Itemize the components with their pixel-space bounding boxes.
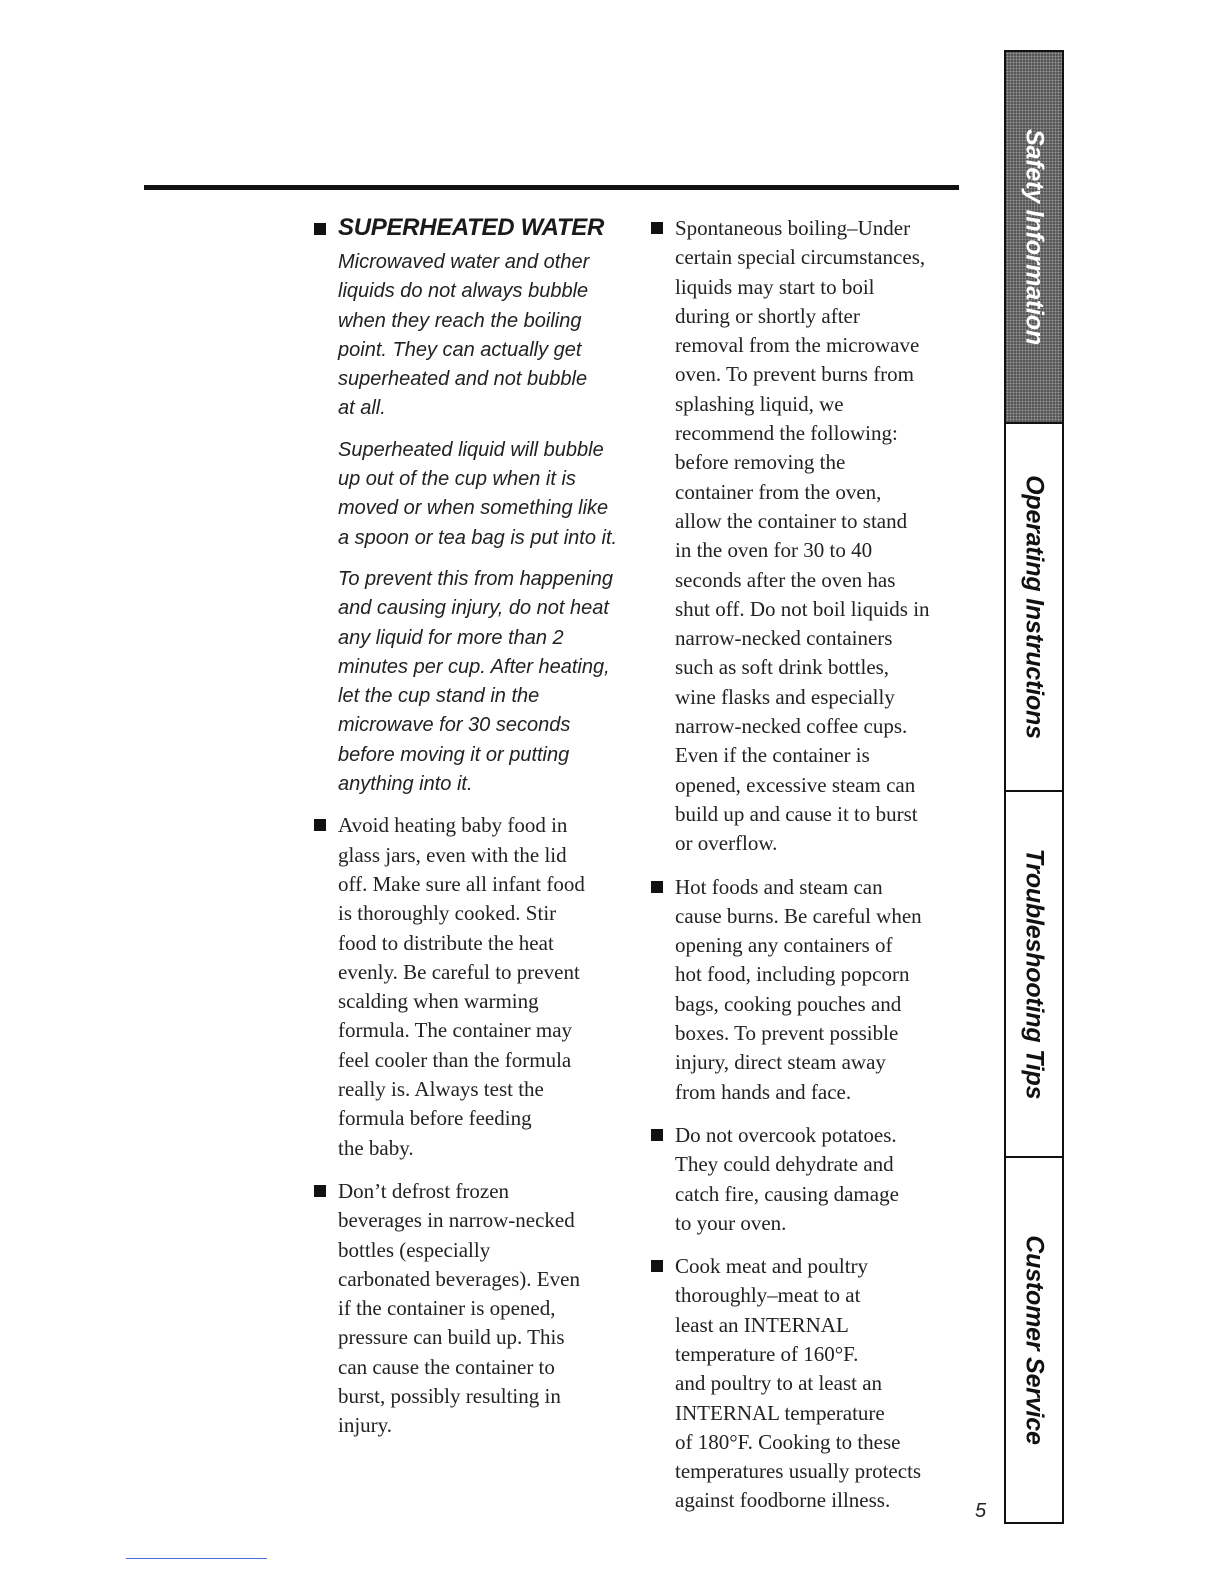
- text-line: Do not overcook potatoes.: [675, 1122, 897, 1147]
- bullet-item: [651, 1252, 969, 1516]
- text-line: removal from the microwave: [675, 333, 920, 358]
- text-line: liquids do not always bubble: [338, 280, 589, 303]
- text-line: up out of the cup when it is: [338, 468, 576, 491]
- text-line: off. Make sure all infant food: [338, 871, 585, 896]
- text-line: and poultry to at least an: [675, 1371, 883, 1396]
- text-line: really is. Always test the: [338, 1077, 544, 1102]
- text-line: moved or when something like: [338, 497, 609, 520]
- text-line: seconds after the oven has: [675, 567, 896, 592]
- text-line: superheated and not bubble: [338, 368, 588, 391]
- bullet-square-icon: [651, 222, 663, 234]
- text-line: injury.: [338, 1413, 393, 1438]
- text-line: of 180°F. Cooking to these: [675, 1429, 901, 1454]
- text-line: beverages in narrow-necked: [338, 1208, 575, 1233]
- text-line: during or shortly after: [675, 303, 860, 328]
- text-line: food to distribute the heat: [338, 930, 554, 955]
- text-line: is thoroughly cooked. Stir: [338, 901, 557, 926]
- text-line: anything into it.: [338, 773, 473, 796]
- bullet-square-icon: [651, 1129, 663, 1141]
- text-line: any liquid for more than 2: [338, 626, 564, 649]
- text-line: Spontaneous boiling–Under: [675, 216, 911, 240]
- text-line: injury, direct steam away: [675, 1050, 886, 1075]
- text-line: Cook meat and poultry: [675, 1254, 869, 1279]
- text-line: splashing liquid, we: [675, 391, 844, 416]
- text-line: point. They can actually get: [338, 338, 582, 361]
- text-line: least an INTERNAL: [675, 1312, 849, 1337]
- text-line: formula before feeding: [338, 1106, 532, 1131]
- superheated-paragraph: [338, 248, 624, 424]
- text-line: feel cooler than the formula: [338, 1047, 572, 1072]
- text-line: Microwaved water and other: [338, 251, 590, 273]
- superheated-paragraph: [338, 436, 624, 553]
- text-line: They could dehydrate and: [675, 1152, 894, 1177]
- bullet-item: [314, 1177, 624, 1441]
- text-line: or overflow.: [675, 831, 778, 856]
- text-line: in the oven for 30 to 40: [675, 538, 873, 563]
- text-line: opening any containers of: [675, 933, 893, 958]
- right-column: [651, 214, 969, 1530]
- text-line: can cause the container to: [338, 1354, 555, 1379]
- text-line: oven. To prevent burns from: [675, 362, 915, 387]
- bullet-item: [651, 1121, 969, 1238]
- text-line: minutes per cup. After heating,: [338, 655, 610, 678]
- tab-operating-instructions[interactable]: [1006, 424, 1062, 792]
- text-line: a spoon or tea bag is put into it.: [338, 526, 618, 549]
- text-line: at all.: [338, 397, 386, 420]
- text-line: wine flasks and especially: [675, 684, 895, 709]
- tab-label: Customer Service: [1020, 1235, 1049, 1445]
- tab-customer-service[interactable]: [1006, 1158, 1062, 1522]
- text-line: Avoid heating baby food in: [338, 813, 568, 838]
- text-line: To prevent this from happening: [338, 567, 613, 590]
- top-rule: [144, 185, 959, 190]
- text-line: certain special circumstances,: [675, 245, 926, 270]
- text-line: Even if the container is: [675, 743, 870, 768]
- page-number: 5: [975, 1500, 987, 1522]
- text-line: carbonated beverages). Even: [338, 1266, 580, 1291]
- text-line: glass jars, even with the lid: [338, 842, 567, 867]
- text-line: hot food, including popcorn: [675, 962, 910, 987]
- text-line: narrow-necked coffee cups.: [675, 714, 908, 739]
- text-line: shut off. Do not boil liquids in: [675, 596, 930, 621]
- text-line: scalding when warming: [338, 989, 539, 1014]
- text-line: Don’t defrost frozen: [338, 1178, 510, 1203]
- bullet-square-icon: [314, 223, 326, 235]
- tab-troubleshooting-tips[interactable]: [1006, 792, 1062, 1158]
- bullet-item: [314, 811, 624, 1163]
- text-line: evenly. Be careful to prevent: [338, 959, 580, 984]
- right-bullet-list: [651, 214, 969, 1516]
- left-bullet-list: [314, 811, 624, 1440]
- superheated-water-heading: [314, 214, 624, 242]
- bullet-item: [651, 214, 969, 859]
- text-line: burst, possibly resulting in: [338, 1383, 561, 1408]
- section-tabs: [1004, 50, 1064, 1524]
- text-line: Hot foods and steam can: [675, 874, 883, 899]
- text-line: boxes. To prevent possible: [675, 1021, 899, 1046]
- text-line: formula. The container may: [338, 1018, 573, 1043]
- bullet-item: [651, 873, 969, 1107]
- text-line: pressure can build up. This: [338, 1325, 565, 1350]
- text-line: catch fire, causing damage: [675, 1181, 899, 1206]
- text-line: bags, cooking pouches and: [675, 991, 902, 1016]
- left-column: [314, 214, 624, 1455]
- text-line: such as soft drink bottles,: [675, 655, 890, 680]
- text-line: to your oven.: [675, 1210, 787, 1235]
- text-line: narrow-necked containers: [675, 626, 893, 651]
- tab-label: Troubleshooting Tips: [1020, 848, 1049, 1100]
- text-line: build up and cause it to burst: [675, 801, 918, 826]
- link-underline: [126, 1558, 267, 1559]
- text-line: the baby.: [338, 1135, 414, 1160]
- text-line: temperature of 160°F.: [675, 1341, 859, 1366]
- text-line: from hands and face.: [675, 1079, 852, 1104]
- text-line: Superheated liquid will bubble: [338, 438, 604, 461]
- tab-label: Safety Information: [1020, 129, 1049, 345]
- superheated-notes: [314, 248, 624, 799]
- text-line: cause burns. Be careful when: [675, 903, 922, 928]
- text-line: container from the oven,: [675, 479, 882, 504]
- text-line: liquids may start to boil: [675, 274, 875, 299]
- bullet-square-icon: [314, 819, 326, 831]
- text-line: bottles (especially: [338, 1237, 491, 1262]
- text-line: opened, excessive steam can: [675, 772, 916, 797]
- text-line: against foodborne illness.: [675, 1488, 891, 1513]
- text-line: let the cup stand in the: [338, 685, 540, 708]
- text-line: allow the container to stand: [675, 508, 908, 533]
- text-line: thoroughly–meat to at: [675, 1283, 861, 1308]
- text-line: temperatures usually protects: [675, 1459, 922, 1484]
- text-line: microwave for 30 seconds: [338, 714, 571, 737]
- heading-text: SUPERHEATED WATER: [338, 214, 605, 241]
- bullet-square-icon: [651, 1260, 663, 1272]
- tab-label: Operating Instructions: [1020, 475, 1049, 739]
- text-line: when they reach the boiling: [338, 309, 582, 332]
- bullet-square-icon: [314, 1185, 326, 1197]
- bullet-square-icon: [651, 881, 663, 893]
- superheated-paragraph: [338, 565, 624, 799]
- text-line: INTERNAL temperature: [675, 1400, 885, 1425]
- tab-safety-information[interactable]: [1006, 52, 1062, 424]
- text-line: and causing injury, do not heat: [338, 597, 609, 620]
- text-line: recommend the following:: [675, 421, 898, 446]
- text-line: before moving it or putting: [338, 743, 570, 766]
- text-line: if the container is opened,: [338, 1296, 556, 1321]
- text-line: before removing the: [675, 450, 846, 475]
